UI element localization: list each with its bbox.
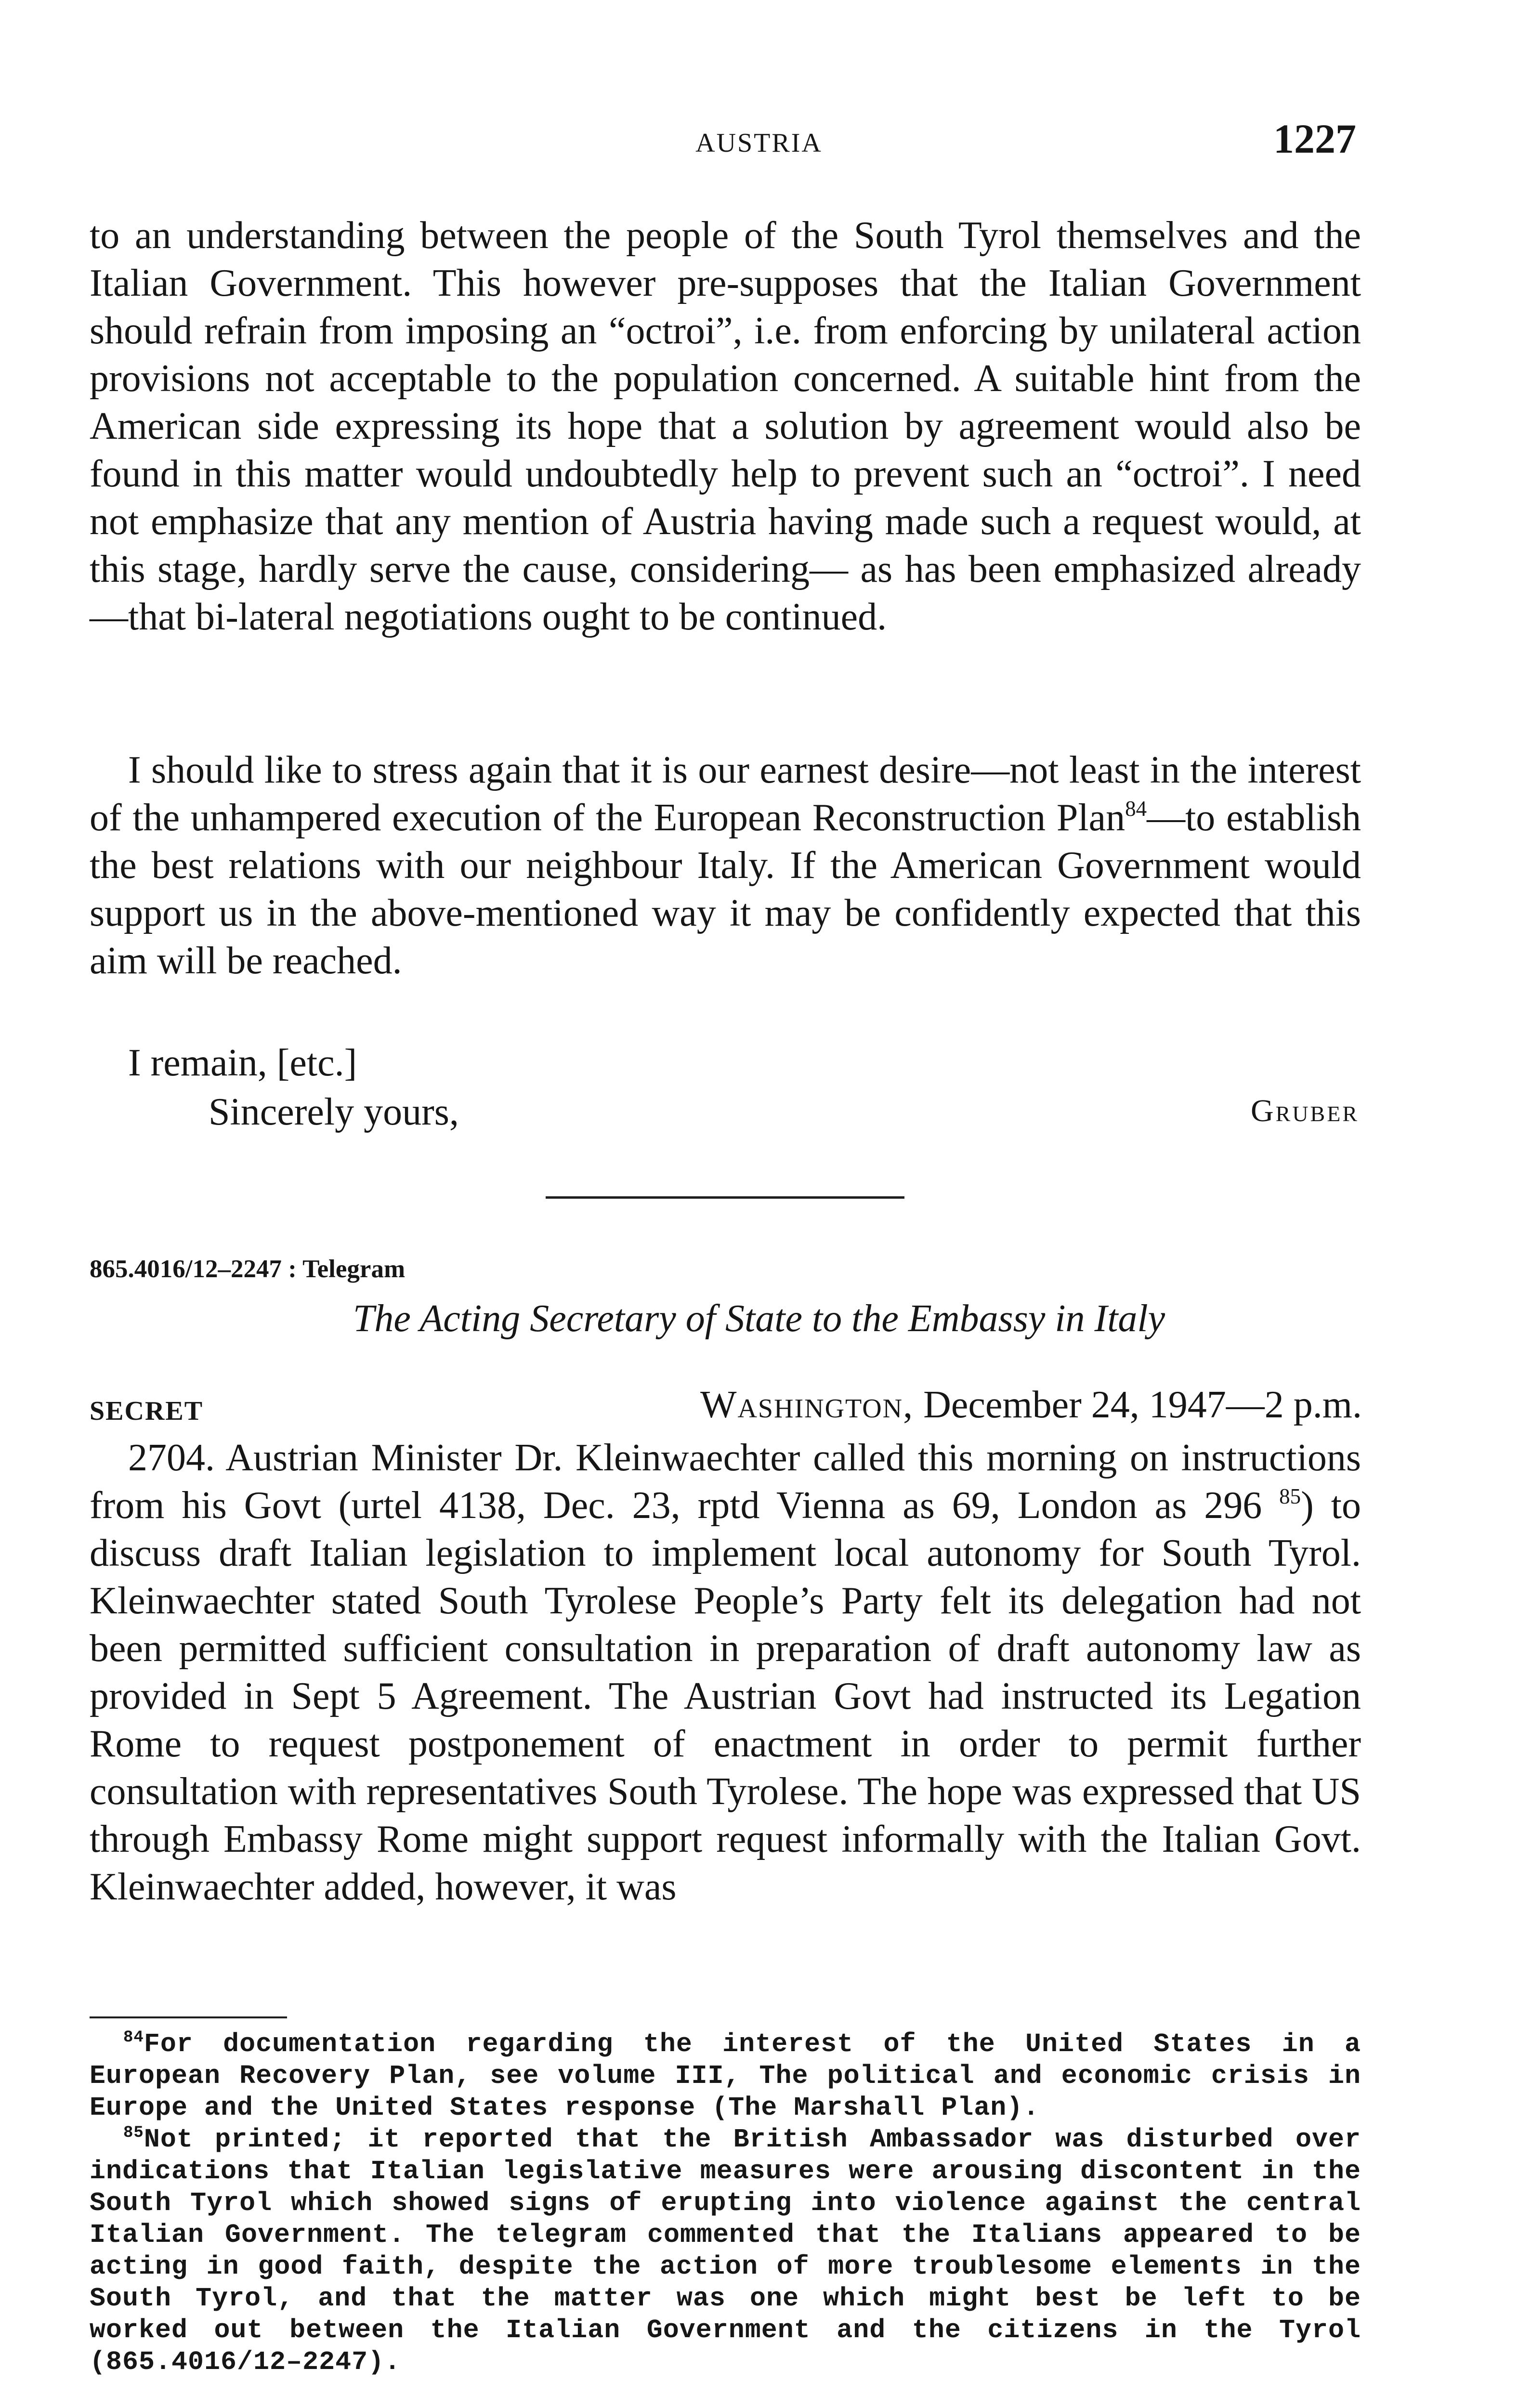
letter-paragraph-2-text-a: I should like to stress again that it is our earnest desire—not least in the interest of the unhampered execution of the European Reconstruction Plan: [90, 749, 1361, 839]
classification-label: SECRET: [90, 1396, 204, 1426]
letter-paragraph-2: [90, 746, 1361, 985]
sign-off: Sincerely yours,: [209, 1091, 459, 1133]
footnote-text-84: For documentation regarding the interest of the United States in a European Recovery Plan, see volume III, The political and economic crisis in Europe and the United States response (The Marshall Plan).: [90, 2029, 1361, 2123]
page-number: 1227: [1273, 116, 1356, 162]
dateline-date: December 24, 1947—2 p.m.: [923, 1384, 1362, 1426]
footnote-text-85: Not printed; it reported that the British Ambassador was disturbed over indications that Italian legislative measures were arousing discontent in the South Tyrol which showed signs of erupting into violence against the central Italian Government. The telegram commented that the Italians appeared to be acting in good faith, despite the action of more troublesome elements in the South Tyrol, and that the matter was one which might best be left to be worked out between the Italian Government and the citizens in the Tyrol (865.4016/12–2247).: [90, 2124, 1361, 2377]
closing-line: I remain, [etc.]: [128, 1042, 357, 1084]
footnote-ref-84: 84: [1125, 797, 1147, 821]
running-header-title: AUSTRIA: [695, 128, 823, 158]
telegram-paragraph: [90, 1434, 1361, 1911]
footnote-ref-85: 85: [1279, 1484, 1301, 1508]
telegram-paragraph-text-a: 2704. Austrian Minister Dr. Kleinwaechter called this morning on instructions from his Govt (urtel 4138, Dec. 23, rptd Vienna as 69, London as 296: [90, 1437, 1361, 1527]
letter-paragraph-continuation: to an understanding between the people of the South Tyrol themselves and the Italian Government. This however pre-supposes that the Italian Government should refrain from imposing an “octroi”, i.e. from enforcing by unilateral action provisions not acceptable to the population concerned. A suitable hint from the American side expressing its hope that a solution by agreement would also be found in this matter would undoubtedly help to prevent such an “octroi”. I need not emphasize that any mention of Austria having made such a request would, at this stage, hardly serve the cause, considering— as has been emphasized already—that bi-lateral negotiations ought to be continued.: [90, 214, 1361, 638]
document-heading: The Acting Secretary of State to the Embassy in Italy: [353, 1297, 1165, 1340]
footnote-84: [90, 2028, 1361, 2124]
letter-paragraph-2-text-b: —to establish the best relations with our neighbour Italy. If the American Government would support us in the above-mentioned way it may be confidently expected that this aim will be reached.: [90, 797, 1361, 982]
footnote-85: [90, 2124, 1361, 2378]
telegram-paragraph-text-b: ) to discuss draft Italian legislation to implement local autonomy for South Tyrol. Kleinwaechter stated South Tyrolese People’s Party felt its delegation had not been permitted sufficient consultation in preparation of draft autonomy law as provided in Sept 5 Agreement. The Austrian Govt had instructed its Legation Rome to request postponement of enactment in order to permit further consultation with representatives South Tyrolese. The hope was expressed that US through Embassy Rome might support request informally with the Italian Govt. Kleinwaechter added, however, it was: [90, 1484, 1361, 1908]
footnote-number-85: 85: [123, 2124, 144, 2142]
signature: Gruber: [1250, 1093, 1359, 1128]
footnotes: [90, 2017, 1361, 2378]
section-divider: [546, 1196, 904, 1199]
footnote-number-84: 84: [123, 2028, 144, 2047]
dateline-place: Washington,: [700, 1384, 914, 1426]
dateline: [700, 1381, 1362, 1429]
document-reference: 865.4016/12–2247 : Telegram: [90, 1255, 406, 1283]
